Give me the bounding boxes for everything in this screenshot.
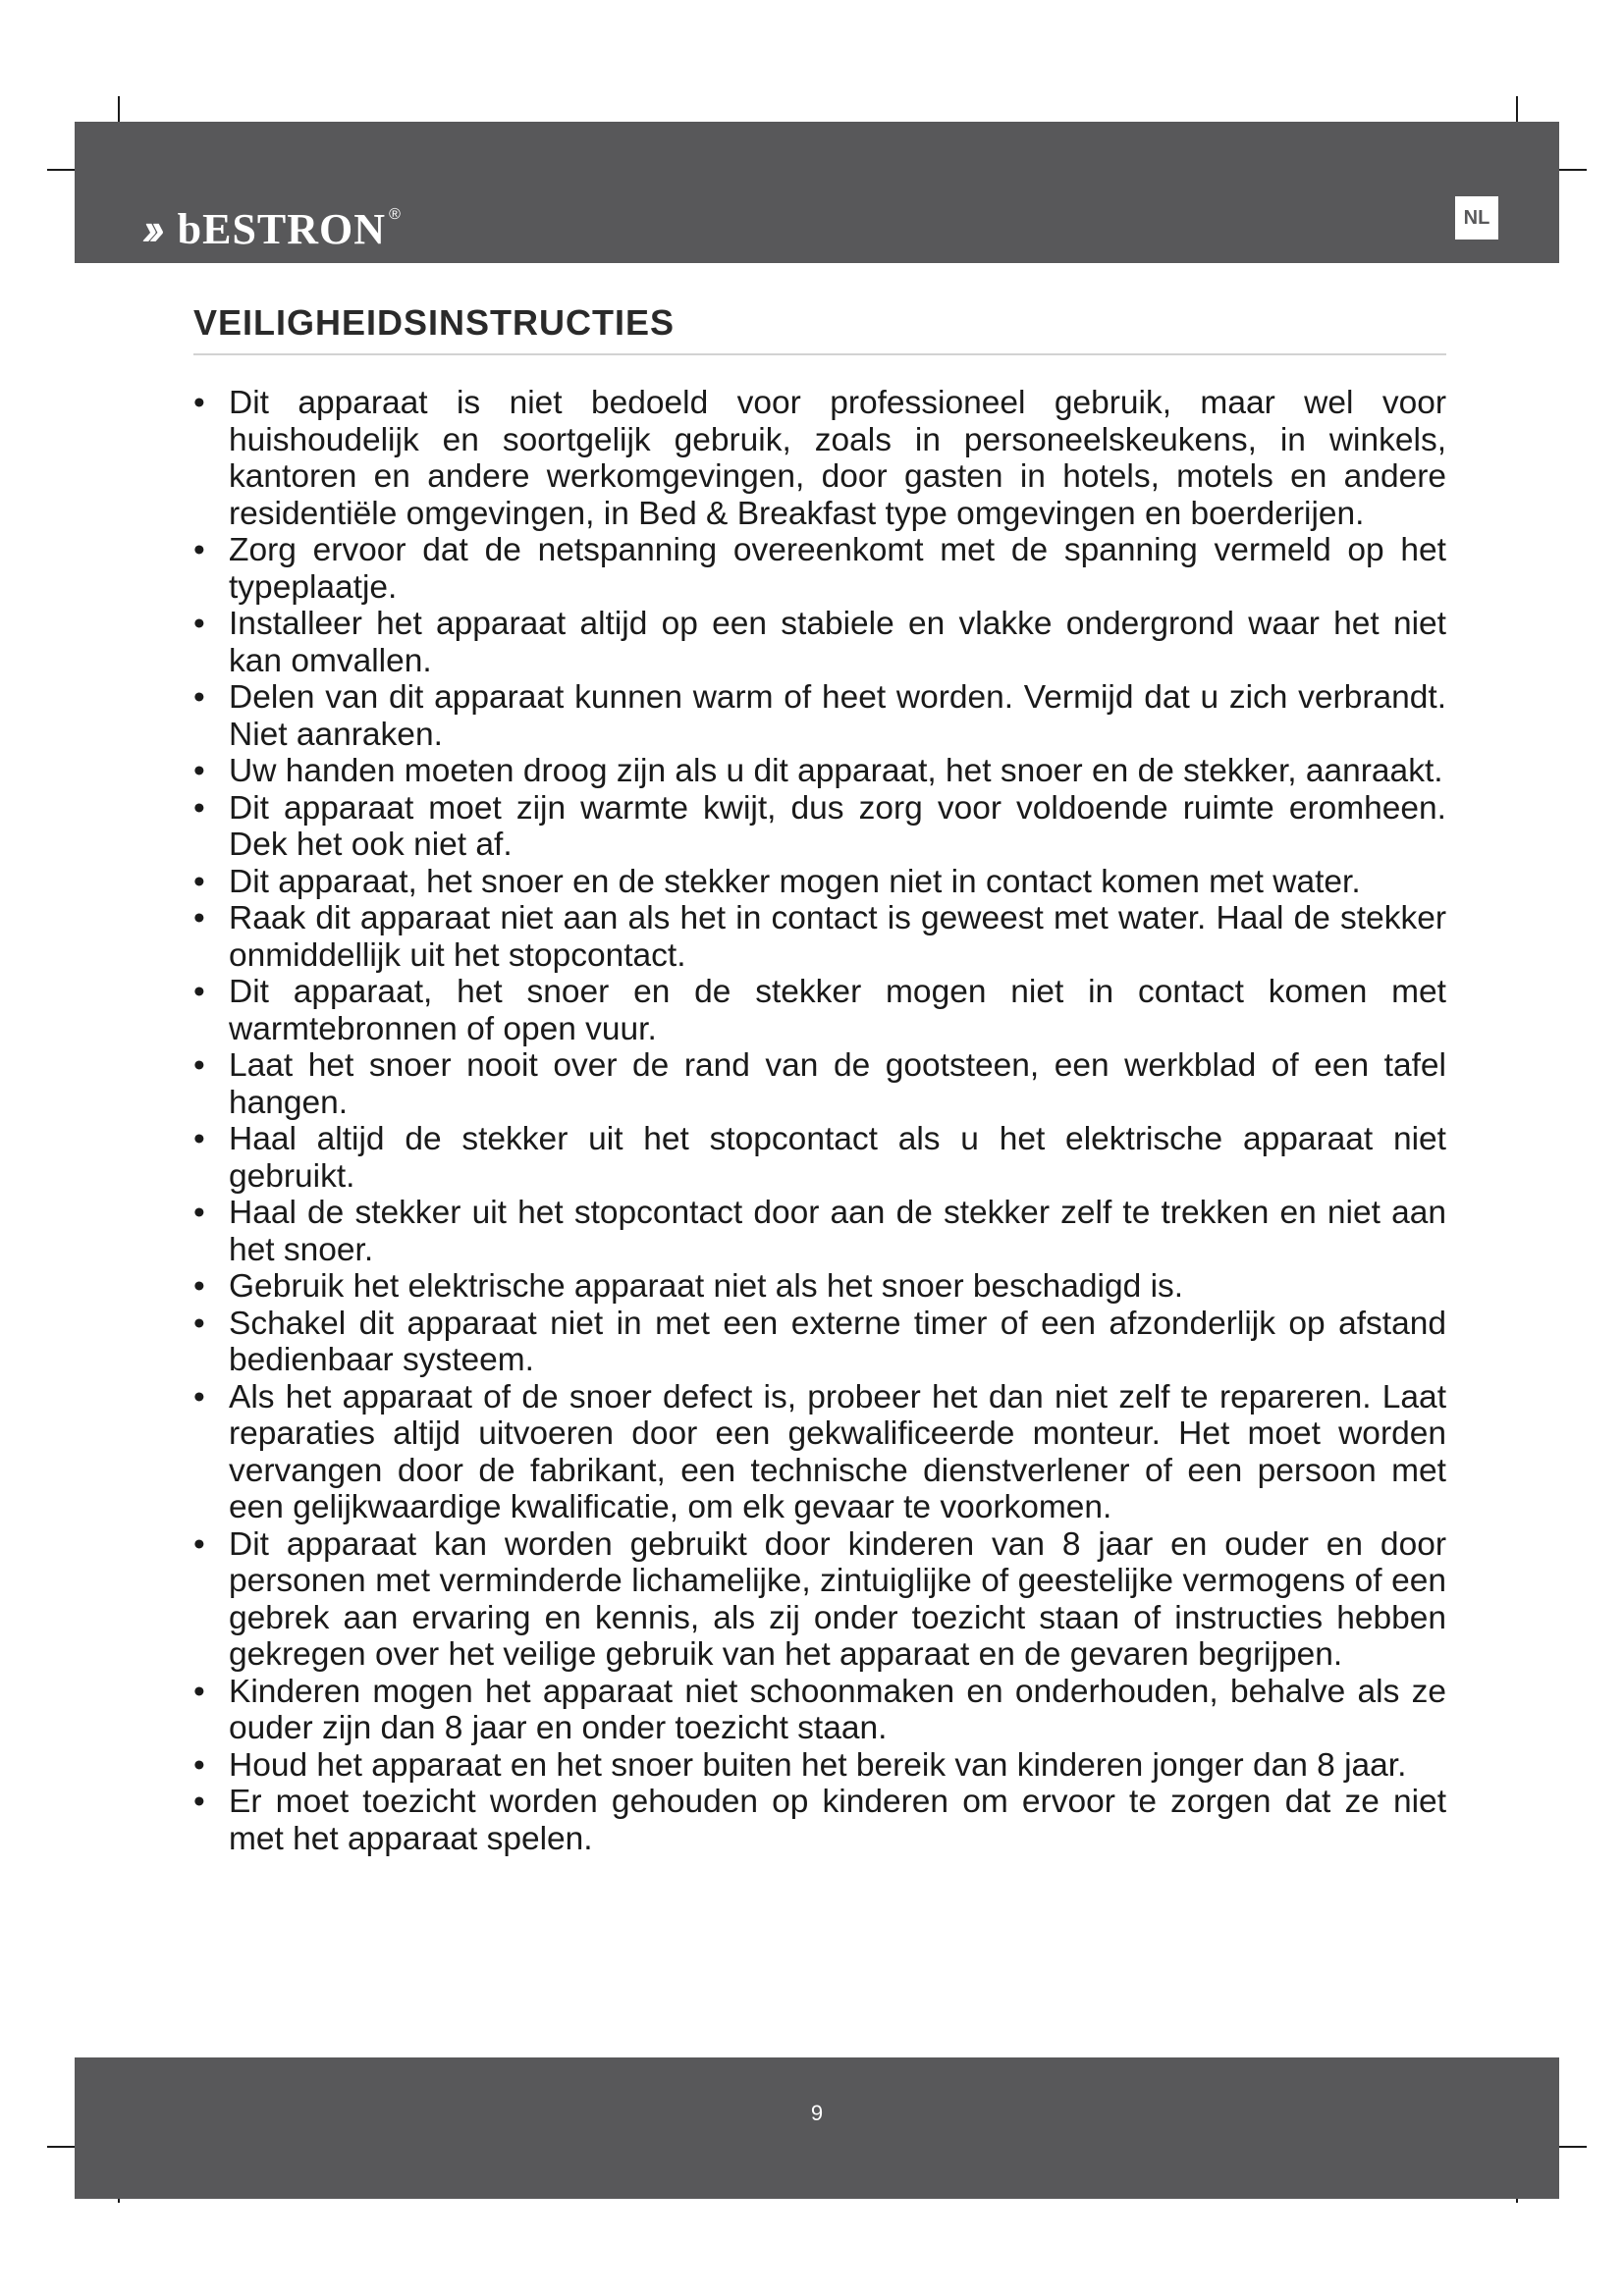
page-number: 9 (810, 2101, 824, 2125)
list-item: • Laat het snoer nooit over de rand van de gootsteen, een werkblad of een tafel hangen. (193, 1047, 1446, 1121)
list-item: • Als het apparaat of de snoer defect is, probeer het dan niet zelf te repareren. Laat reparaties altijd uitvoeren door een gekwalificeerde monteur. Het moet worden vervangen door de fabrikant, een technische dienstverlener of een persoon met een gelijkwaardige kwalificatie, om elk gevaar te voorkomen. (193, 1379, 1446, 1526)
list-item: • Uw handen moeten droog zijn als u dit apparaat, het snoer en de stekker, aanraakt. (193, 753, 1446, 790)
list-item: • Kinderen mogen het apparaat niet schoonmaken en onderhouden, behalve als ze ouder zijn dan 8 jaar en onder toezicht staan. (193, 1674, 1446, 1747)
list-item: • Dit apparaat moet zijn warmte kwijt, dus zorg voor voldoende ruimte eromheen. Dek het ook niet af. (193, 790, 1446, 864)
page-footer (75, 2057, 1559, 2199)
list-item: • Raak dit apparaat niet aan als het in contact is geweest met water. Haal de stekker onmiddellijk uit het stopcontact. (193, 900, 1446, 974)
logo-wordmark: bESTRON (177, 204, 387, 253)
list-item: • Gebruik het elektrische apparaat niet als het snoer beschadigd is. (193, 1268, 1446, 1306)
list-item: • Delen van dit apparaat kunnen warm of heet worden. Vermijd dat u zich verbrandt. Niet aanraken. (193, 679, 1446, 753)
list-item: • Haal altijd de stekker uit het stopcontact als u het elektrische apparaat niet gebruikt. (193, 1121, 1446, 1195)
list-item: • Houd het apparaat en het snoer buiten het bereik van kinderen jonger dan 8 jaar. (193, 1747, 1446, 1785)
list-item: • Er moet toezicht worden gehouden op kinderen om ervoor te zorgen dat ze niet met het apparaat spelen. (193, 1784, 1446, 1857)
list-item: • Haal de stekker uit het stopcontact door aan de stekker zelf te trekken en niet aan het snoer. (193, 1195, 1446, 1268)
logo-chevrons-icon: ›› (138, 203, 163, 254)
section-title: VEILIGHEIDSINSTRUCTIES (193, 302, 1446, 355)
registered-mark: ® (389, 206, 401, 223)
language-badge: NL (1455, 196, 1498, 240)
list-item: • Installeer het apparaat altijd op een stabiele en vlakke ondergrond waar het niet kan omvallen. (193, 606, 1446, 679)
list-item: • Dit apparaat kan worden gebruikt door kinderen van 8 jaar en ouder en door personen met verminderde lichamelijke, zintuiglijke of geestelijke vermogens of een gebrek aan ervaring en kennis, als zij onder toezicht staan of instructies hebben gekregen over het veilige gebruik van het apparaat en de gevaren begrijpen. (193, 1526, 1446, 1674)
list-item: • Dit apparaat, het snoer en de stekker mogen niet in contact komen met water. (193, 864, 1446, 901)
page-header (75, 122, 1559, 263)
brand-logo (138, 202, 401, 255)
list-item: • Schakel dit apparaat niet in met een externe timer of een afzonderlijk op afstand bedienbaar systeem. (193, 1306, 1446, 1379)
list-item: • Dit apparaat is niet bedoeld voor professioneel gebruik, maar wel voor huishoudelijk en soortgelijk gebruik, zoals in personeelskeukens, in winkels, kantoren en andere werkomgevingen, door gasten in hotels, motels en andere residentiële omgevingen, in Bed & Breakfast type omgevingen en boerderijen. (193, 385, 1446, 532)
list-item: • Zorg ervoor dat de netspanning overeenkomt met de spanning vermeld op het typeplaatje. (193, 532, 1446, 606)
list-item: • Dit apparaat, het snoer en de stekker mogen niet in contact komen met warmtebronnen of open vuur. (193, 974, 1446, 1047)
safety-instructions-list (193, 385, 1446, 1857)
